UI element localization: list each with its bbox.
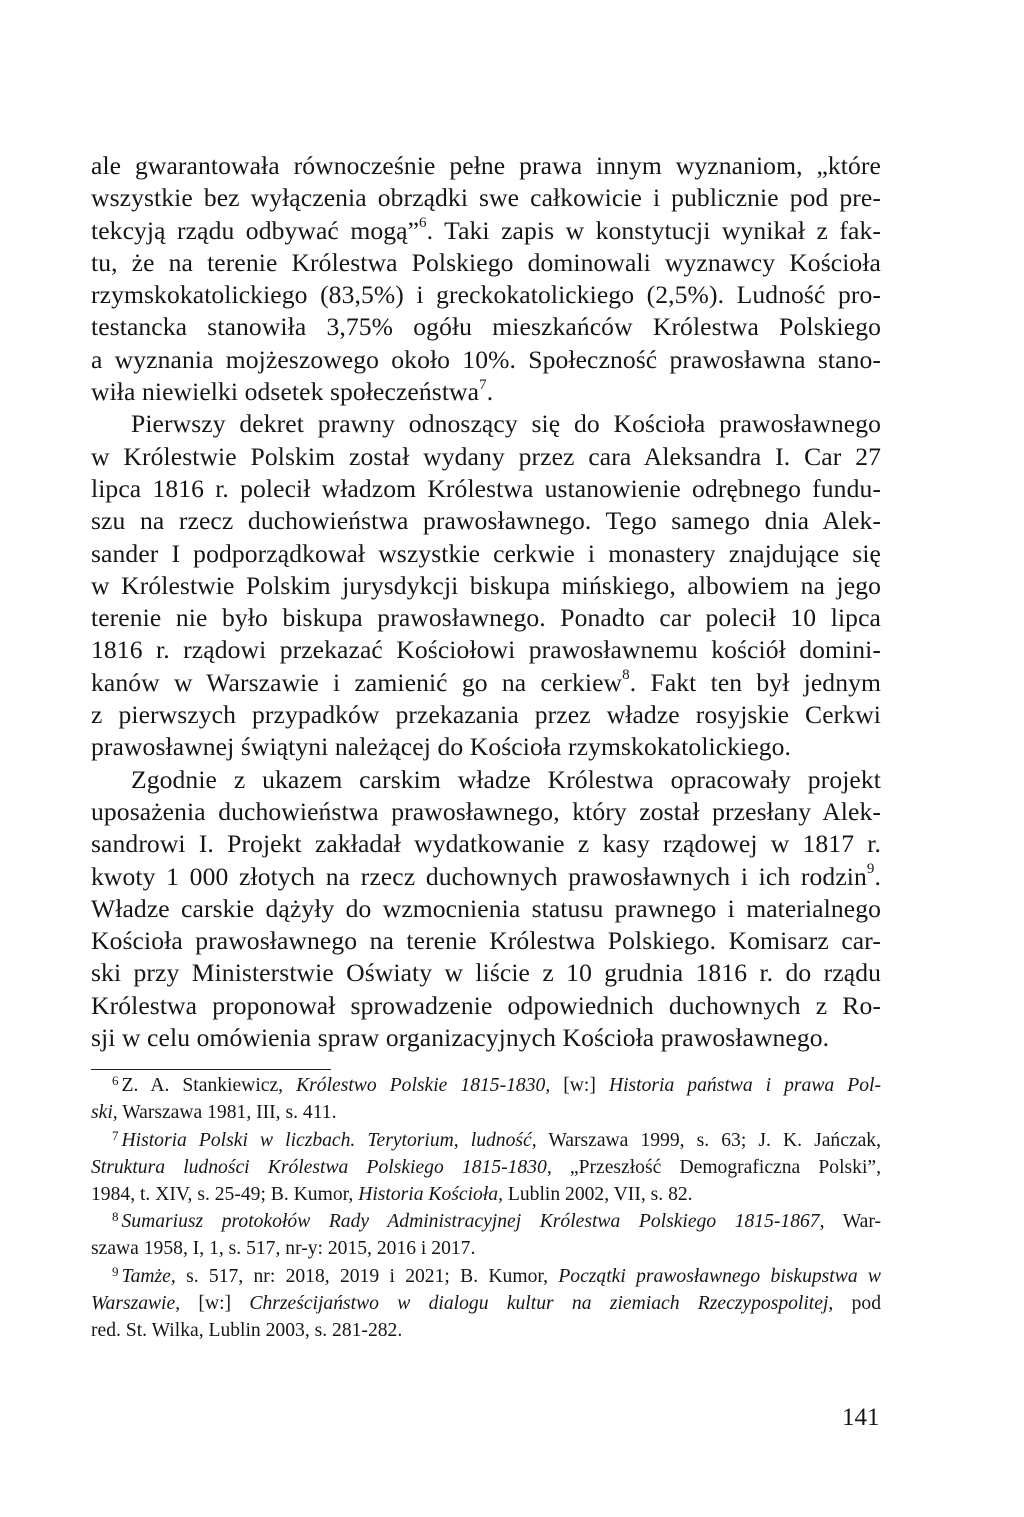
text-segment: kwoty 1 000 złotych na rzecz duchownych prawosławnych i ich rodzin — [91, 861, 867, 891]
text-segment: [w:] — [180, 1293, 250, 1315]
text-line — [91, 828, 881, 860]
text-segment: tekcyją rządu odbywać mogą” — [91, 215, 420, 245]
footnote-7 — [91, 1128, 881, 1208]
text-segment: a wyznania mojżeszowego około 10%. Społeczność prawosławna stano- — [91, 344, 881, 374]
footnote-reference: 9 — [866, 861, 875, 877]
footnote-9 — [91, 1264, 881, 1344]
text-segment: ale gwarantowała równocześnie pełne prawa innym wyznaniom, „które — [91, 151, 881, 180]
footnote-line — [91, 1155, 881, 1181]
footnote-number: 8 — [112, 1209, 119, 1225]
text-segment: szu na rzecz duchowieństwa prawosławnego. Tego samego dnia Alek- — [91, 506, 881, 536]
text-segment: War- — [824, 1211, 881, 1233]
text-line — [91, 279, 881, 311]
footnote-line — [91, 1264, 881, 1291]
footnotes — [91, 1073, 881, 1345]
text-segment: w Królestwie Polskim jurysdykcji biskupa mińskiego, albowiem na jego — [91, 570, 881, 600]
text-segment: tu, że na terenie Królestwa Polskiego dominowali wyznawcy Kościoła — [91, 247, 881, 277]
italic-segment: Sumariusz protokołów Rady Administracyjnej Królestwa Polskiego 1815-1867, — [121, 1211, 825, 1233]
text-line — [91, 634, 881, 666]
footnote-line — [91, 1236, 881, 1262]
text-line — [91, 376, 881, 408]
text-segment: Pierwszy dekret prawny odnoszący się do Kościoła prawosławnego — [131, 409, 881, 439]
footnote-reference: 7 — [479, 376, 487, 393]
text-line — [91, 796, 881, 828]
text-segment: szawa 1958, I, 1, s. 517, nr-y: 2015, 2016 i 2017. — [91, 1238, 476, 1260]
italic-segment: Historia Kościoła, — [358, 1183, 503, 1205]
text-line — [91, 408, 881, 440]
text-segment: . — [874, 861, 881, 891]
italic-segment: ski, — [91, 1102, 118, 1124]
text-line — [91, 957, 881, 989]
text-segment: pod — [833, 1293, 881, 1315]
italic-segment: Początki prawosławnego biskupstwa w — [558, 1265, 881, 1287]
text-line — [91, 764, 881, 796]
text-segment: . — [486, 377, 494, 407]
text-segment: ski przy Ministerstwie Oświaty w liście z 10 grudnia 1816 r. do rządu — [91, 958, 881, 988]
text-segment: Warszawa 1981, III, s. 411. — [117, 1102, 337, 1124]
text-segment: sandrowi I. Projekt zakładał wydatkowanie z kasy rządowej w 1817 r. — [91, 829, 881, 859]
footnote-line — [91, 1209, 881, 1236]
text-segment: Zgodnie z ukazem carskim władze Królestwa opracowały projekt — [131, 764, 881, 794]
footnote-line — [91, 1318, 881, 1344]
footnote-line — [91, 1291, 881, 1317]
page-number: 141 — [842, 1404, 880, 1431]
text-segment: Warszawa 1999, s. 63; J. K. Jańczak, — [536, 1129, 881, 1151]
text-line — [91, 441, 881, 473]
footnote-6 — [91, 1073, 881, 1127]
text-line — [91, 215, 881, 247]
footnote-reference: 8 — [622, 667, 630, 684]
italic-segment: Tamże, — [121, 1265, 176, 1287]
italic-segment: Chrześcijaństwo w dialogu kultur na ziemiach Rzeczypospolitej, — [249, 1293, 834, 1315]
text-line — [91, 925, 881, 957]
text-segment: 1984, t. XIV, s. 25-49; B. Kumor, — [91, 1183, 359, 1205]
footnote-line — [91, 1128, 881, 1155]
text-segment: Kościoła prawosławnego na terenie Królestwa Polskiego. Komisarz car- — [91, 926, 881, 956]
footnote-number: 7 — [112, 1127, 119, 1143]
text-segment: red. St. Wilka, Lublin 2003, s. 281-282. — [91, 1319, 403, 1341]
text-line — [91, 602, 881, 634]
text-segment: uposażenia duchowieństwa prawosławnego, który został przesłany Alek- — [91, 796, 881, 826]
italic-segment: Historia państwa i prawa Pol- — [608, 1075, 881, 1096]
text-segment: . Taki zapis w konstytucji wynikał z fak- — [426, 215, 881, 245]
text-line — [91, 1022, 881, 1054]
text-segment: Z. A. Stankiewicz, — [121, 1075, 297, 1096]
footnote-reference: 6 — [419, 215, 427, 232]
footnote-divider — [91, 1069, 331, 1070]
footnote-number: 9 — [112, 1263, 119, 1279]
text-segment: kanów w Warszawie i zamienić go na cerkiew — [91, 667, 623, 697]
text-line — [91, 182, 881, 214]
text-segment: testancka stanowiła 3,75% ogółu mieszkańców Królestwa Polskiego — [91, 312, 881, 342]
text-line — [91, 570, 881, 602]
text-segment: lipca 1816 r. polecił władzom Królestwa ustanowienie odrębnego fundu- — [91, 473, 881, 503]
footnote-line — [91, 1182, 881, 1208]
text-segment: wiła niewielki odsetek społeczeństwa — [91, 377, 480, 407]
text-line — [91, 699, 881, 731]
text-line — [91, 344, 881, 376]
footnote-number: 6 — [112, 1073, 119, 1088]
italic-segment: Historia Polski w liczbach. Terytorium, ludność, — [121, 1129, 537, 1151]
text-segment: Królestwa proponował sprowadzenie odpowiednich duchownych z Ro- — [91, 990, 881, 1020]
footnote-line — [91, 1073, 881, 1100]
text-line — [91, 990, 881, 1022]
italic-segment: Struktura ludności Królestwa Polskiego 1815-1830, — [91, 1157, 552, 1179]
text-segment: sji w celu omówienia spraw organizacyjnych Kościoła prawosławnego. — [91, 1023, 830, 1053]
italic-segment: Królestwo Polskie 1815-1830, — [296, 1075, 551, 1096]
text-line — [91, 247, 881, 279]
text-segment: prawosławnej świątyni należącej do Kościoła rzymskokatolickiego. — [91, 732, 792, 762]
text-line — [91, 731, 881, 763]
text-segment: 1816 r. rządowi przekazać Kościołowi prawosławnemu kościół domini- — [91, 635, 881, 665]
text-line — [91, 505, 881, 537]
text-segment: s. 517, nr: 2018, 2019 i 2021; B. Kumor, — [175, 1265, 559, 1287]
text-segment: . Fakt ten był jednym — [629, 667, 881, 697]
text-line — [91, 667, 881, 699]
text-line — [91, 473, 881, 505]
text-line — [91, 893, 881, 925]
text-segment: terenie nie było biskupa prawosławnego. Ponadto car polecił 10 lipca — [91, 603, 881, 633]
main-text — [91, 150, 881, 1054]
text-line — [91, 150, 881, 182]
text-line — [91, 861, 881, 893]
text-segment: rzymskokatolickiego (83,5%) i greckokatolickiego (2,5%). Ludność pro- — [91, 280, 881, 310]
text-segment: z pierwszych przypadków przekazania przez władze rosyjskie Cerkwi — [91, 700, 881, 730]
text-segment: sander I podporządkował wszystkie cerkwie i monastery znajdujące się — [91, 538, 881, 568]
footnote-line — [91, 1100, 881, 1126]
text-segment: wszystkie bez wyłączenia obrządki swe całkowicie i publicznie pod pre- — [91, 183, 881, 213]
italic-segment: Warszawie, — [91, 1293, 181, 1315]
text-segment: w Królestwie Polskim został wydany przez cara Aleksandra I. Car 27 — [91, 441, 881, 471]
text-segment: [w:] — [550, 1075, 609, 1096]
footnote-8 — [91, 1209, 881, 1263]
text-line — [91, 538, 881, 570]
text-segment: Władze carskie dążyły do wzmocnienia statusu prawnego i materialnego — [91, 893, 881, 923]
text-segment: Lublin 2002, VII, s. 82. — [502, 1183, 693, 1205]
text-line — [91, 311, 881, 343]
text-segment: „Przeszłość Demograficzna Polski”, — [551, 1157, 881, 1179]
